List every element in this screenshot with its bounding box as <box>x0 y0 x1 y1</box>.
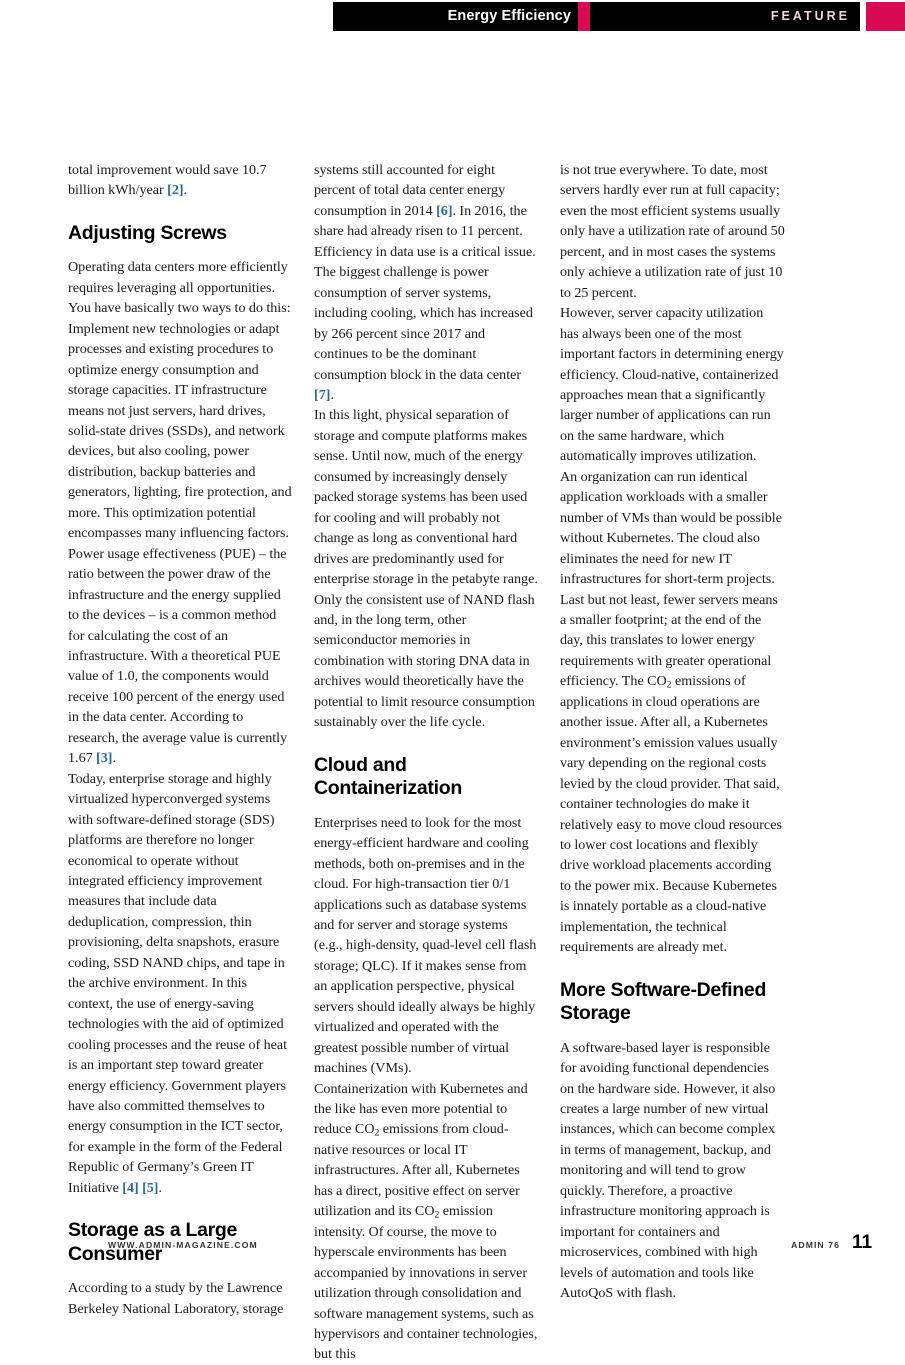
section-heading-adjusting-screws: Adjusting Screws <box>68 221 227 244</box>
section-heading-more-software-defined-storage: More Software-Defined Storage <box>560 978 767 1025</box>
paragraph <box>314 160 539 405</box>
reference-link-2[interactable]: [2] <box>167 182 184 199</box>
paragraph <box>560 467 785 958</box>
paragraph: A software-based layer is responsible for avoiding functional dependencies on the hardware side. However, it also creates a large number of new virtual instances, which can become complex in terms of management, backup, and monitoring and will tend to grow quickly. Therefore, a proactive infrastructure monitoring approach is important for containers and microservices, combined with high levels of automation and tools like AutoQoS with flash. <box>560 1039 776 1302</box>
header-topic-label: Energy Efficiency <box>447 8 571 24</box>
paragraph-text: Containerization with Kubernetes and the like has even more potential to reduce CO <box>314 1080 528 1138</box>
subscript-co2-2: 2 <box>434 1210 440 1222</box>
spacer <box>314 733 539 754</box>
paragraph <box>314 1079 539 1365</box>
header-accent-block <box>866 2 905 31</box>
paragraph-text-end: . <box>330 386 334 403</box>
paragraph-text-end: emission intensity. Of course, the move to hyperscale environments has been accompanied by innovations in server utilization through consolidation and software management systems, such as hypervisors and container technologies, but this <box>314 1203 538 1363</box>
paragraph-text-end: . <box>158 1179 163 1196</box>
subscript-co2-1: 2 <box>374 1128 380 1140</box>
spacer <box>314 801 539 813</box>
reference-link-4[interactable]: [4] <box>122 1179 139 1196</box>
spacer <box>560 1026 785 1038</box>
paragraph-text: total improvement would save 10.7 billion kWh/year <box>68 162 267 199</box>
paragraph-text: Power usage effectiveness (PUE) – the ratio between the power draw of the infrastructure and the energy supplied to the devices – is a common method for calculating the cost of an infrastructure. With a theoretical PUE value of 1.0, the components would receive 100 percent of the energy used in the data center. According to research, the average value is currently 1.67 <box>68 545 288 767</box>
page-header <box>0 0 905 33</box>
paragraph-text: An organization can run identical application workloads with a smaller number of VMs than would be possible without Kubernetes. The cloud also eliminates the need for new IT infrastructures for short-term projects. Last but not least, fewer servers means a smaller footprint; at the end of the day, this translates to lower energy requirements with greater operational efficiency. The CO <box>560 468 782 690</box>
subscript-co2-1: 2 <box>666 680 672 692</box>
reference-link-3[interactable]: [3] <box>96 750 113 767</box>
spacer <box>68 1198 293 1219</box>
paragraph <box>68 769 293 1199</box>
section-heading-cloud-and-containerization: Cloud and Containerization <box>314 753 462 800</box>
spacer <box>68 245 293 257</box>
paragraph: is not true everywhere. To date, most servers hardly ever run at full capacity; even the most efficient systems usually only have a utilization rate of around 50 percent, and in most cases the systems only achieve a utilization rate of just 10 to 25 percent. <box>560 162 785 301</box>
paragraph <box>68 544 293 769</box>
header-section-label: FEATURE <box>770 9 850 23</box>
paragraph: However, server capacity utilization has always been one of the most important factors in determining energy efficiency. Cloud-native, containerized approaches mean that a significantly larger number of applications can run on the same hardware, which automatically improves utilization. <box>560 305 784 465</box>
spacer <box>560 958 785 979</box>
page-footer <box>0 1232 905 1270</box>
footer-website-url[interactable]: WWW.ADMIN-MAGAZINE.COM <box>108 1240 258 1250</box>
paragraph: In this light, physical separation of storage and compute platforms makes sense. Until now, much of the energy consumed by increasingly densely packed storage systems has been used for cooling and will probably not change as long as conventional hard drives are predominantly used for enterprise storage in the petabyte range. Only the consistent use of NAND flash and, in the long term, other semiconductor memories in combination with storing DNA data in archives would theoretically have the potential to limit resource consumption sustainably over the life cycle. <box>314 407 538 731</box>
reference-link-6[interactable]: [6] <box>436 202 453 219</box>
page-number: 11 <box>852 1232 873 1253</box>
paragraph-text-end: . <box>112 750 117 767</box>
column-3 <box>560 160 785 1302</box>
reference-link-7[interactable]: [7] <box>314 386 331 403</box>
paragraph: Operating data centers more efficiently requires leveraging all opportunities. You have basically two ways to do this: Implement new technologies or adapt processes and existing procedures to optimize energy consumption and storage capacities. IT infrastructure means not just servers, hard drives, solid-state drives (SSDs), and network devices, but also cooling, power distribution, backup batteries and generators, lighting, fire protection, and more. This optimization potential encompasses many influencing factors. <box>68 259 292 542</box>
paragraph: According to a study by the Lawrence Berkeley National Laboratory, storage <box>68 1280 284 1317</box>
column-2 <box>314 160 539 1363</box>
section-heading-storage-as-a-large-consumer: Storage as a Large Consumer <box>68 1219 238 1265</box>
paragraph-text-end: emissions of applications in cloud operations are another issue. After all, a Kubernetes environment’s emission values usually vary depending on the regional costs levied by the cloud provider. That said, container technologies do make it relatively easy to move cloud resources to lower cost locations and flexibly drive workload placements according to the power mix. Because Kubernetes is innately portable as a cloud-native implementation, the technical requirements are already met. <box>560 673 782 956</box>
reference-link-5[interactable]: [5] <box>142 1179 159 1196</box>
paragraph: Enterprises need to look for the most energy-efficient hardware and cooling methods, both on-premises and in the cloud. For high-transaction tier 0/1 applications such as database systems and for server and storage systems (e.g., high-density, quad-level cell flash storage; QLC). If it makes sense from an application perspective, physical servers should ideally always be highly virtualized and operated with the greatest possible number of virtual machines (VMs). <box>314 814 537 1077</box>
paragraph-text-end: . <box>183 182 188 199</box>
header-accent-divider <box>578 2 590 31</box>
paragraph-text: . In 2016, the share had already risen to 11 percent. Efficiency in data use is a critical issue. The biggest challenge is power consumption of server systems, including cooling, which has increased by 266 percent since 2017 and continues to be the dominant consumption block in the data center <box>314 202 536 383</box>
spacer <box>68 201 293 222</box>
paragraph-text: Today, enterprise storage and highly virtualized hyperconverged systems with software-defined storage (SDS) platforms are therefore no longer economical to operate without integrated efficiency improvement measures that include data deduplication, compression, thin provisioning, delta snapshots, erasure coding, SSD NAND chips, and tape in the archive environment. In this context, the use of energy-saving technologies with the aid of optimized cooling processes and the reuse of heat is an important step toward greater energy efficiency. Government players have also committed themselves to energy consumption in the ICT sector, for example in the form of the Federal Republic of Germany’s Green IT Initiative <box>68 770 288 1196</box>
paragraph-text: emissions from cloud-native resources or local IT infrastructures. After all, Kubernetes has a direct, positive effect on server utilization and its CO <box>314 1121 520 1220</box>
paragraph-text: systems still accounted for eight percent of total data center energy consumption in 2014 <box>314 162 506 219</box>
footer-issue-label: ADMIN 76 <box>791 1240 840 1250</box>
paragraph <box>68 160 293 201</box>
